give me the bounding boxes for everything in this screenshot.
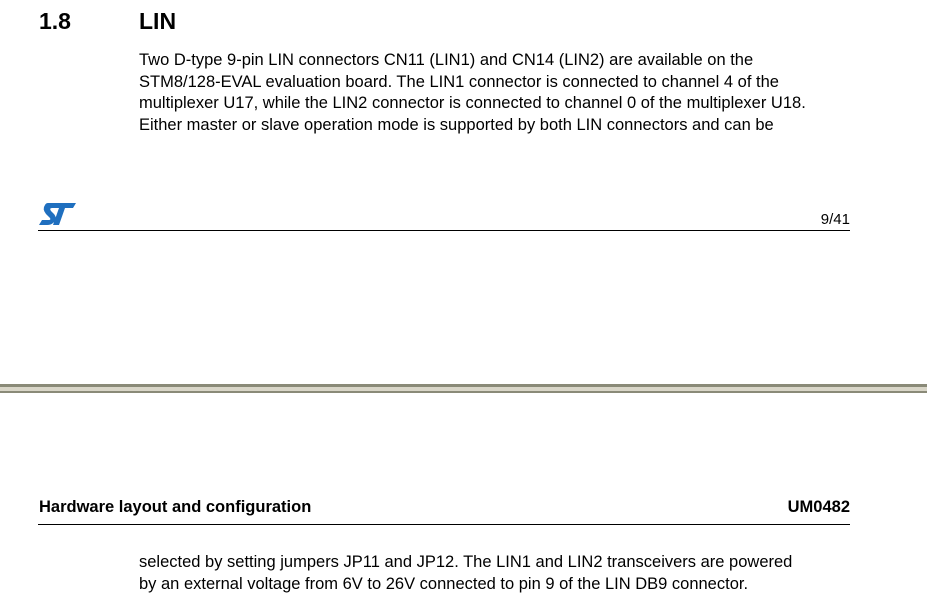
footer-rule — [38, 230, 850, 231]
section-number: 1.8 — [39, 8, 71, 34]
paragraph-line: Two D-type 9-pin LIN connectors CN11 (LIN1) and CN14 (LIN2) are available on the — [139, 51, 754, 69]
document-code: UM0482 — [787, 498, 850, 516]
paragraph-line: STM8/128-EVAL evaluation board. The LIN1 connector is connected to channel 4 of the — [139, 72, 779, 91]
body-paragraph — [139, 50, 879, 136]
paragraph-line: selected by setting jumpers JP11 and JP12. The LIN1 and LIN2 transceivers are powered — [139, 553, 793, 571]
paragraph-line: Either master or slave operation mode is supported by both LIN connectors and can be — [139, 115, 774, 134]
paragraph-line: by an external voltage from 6V to 26V connected to pin 9 of the LIN DB9 connector. — [139, 574, 749, 593]
page-separator — [0, 384, 927, 394]
section-title: LIN — [139, 8, 177, 34]
paragraph-line: multiplexer U17, while the LIN2 connector is connected to channel 0 of the multiplexer U18. — [139, 94, 806, 112]
running-header-title: Hardware layout and configuration — [39, 498, 312, 516]
header-rule — [38, 524, 850, 525]
st-logo-icon — [38, 200, 78, 228]
body-paragraph-continued — [139, 552, 879, 595]
page-number: 9/41 — [820, 211, 850, 228]
